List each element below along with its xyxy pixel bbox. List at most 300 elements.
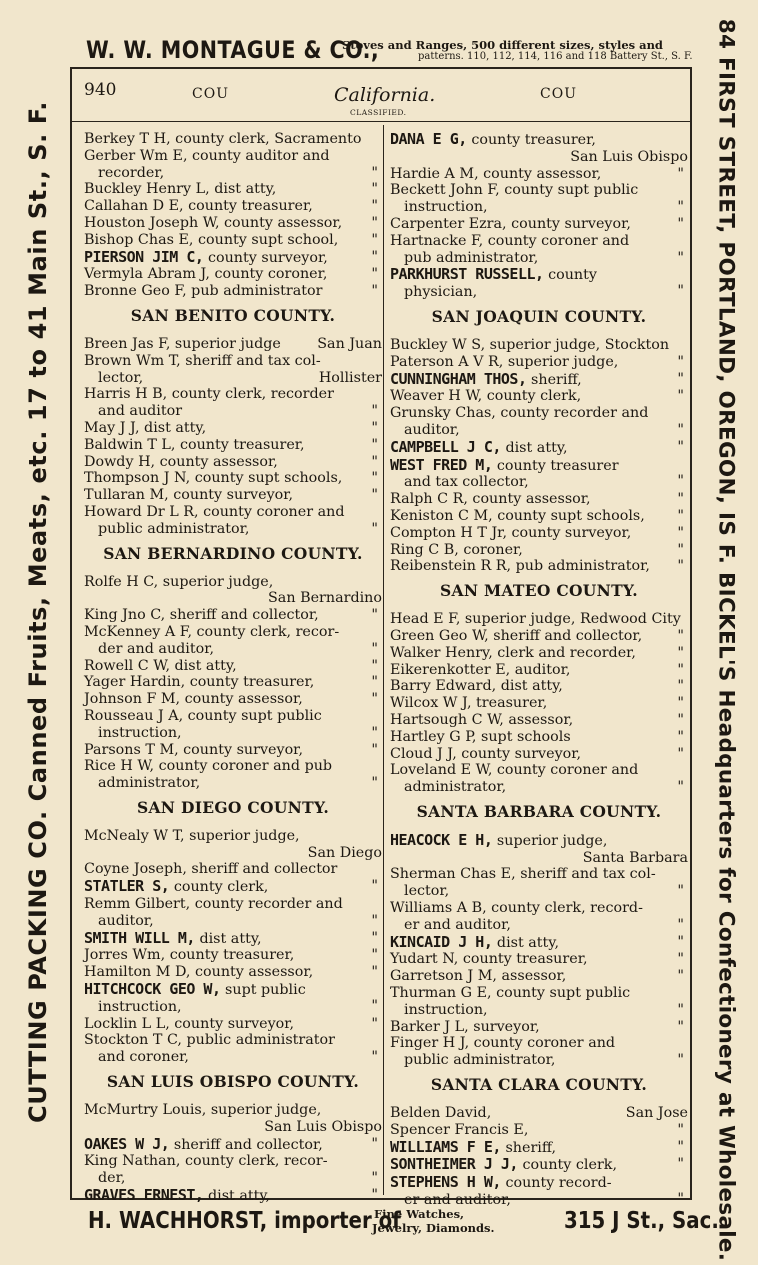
directory-entry xyxy=(390,866,688,900)
ditto-mark: " xyxy=(677,644,684,661)
directory-entry xyxy=(84,386,382,420)
entry-text xyxy=(390,1156,688,1174)
entry-continuation: er and auditor, xyxy=(404,1192,511,1209)
ditto-mark: " xyxy=(371,997,378,1014)
entry-description: county xyxy=(543,267,597,284)
directory-entry xyxy=(390,900,688,934)
ditto-mark: " xyxy=(371,1015,378,1032)
entry-text: Spencer Francis E, xyxy=(390,1121,529,1138)
entry-text: Bronne Geo F, pub administrator xyxy=(84,283,323,300)
ditto-mark: " xyxy=(371,283,378,300)
advertisement-goods: Fine Watches, xyxy=(374,1207,465,1221)
directory-entry xyxy=(84,215,382,232)
entry-continuation: auditor, xyxy=(404,421,460,438)
entry-text xyxy=(84,249,382,267)
ditto-mark: " xyxy=(371,775,378,792)
entry-text: Walker Henry, clerk and recorder, xyxy=(390,644,636,661)
entry-text xyxy=(390,1174,688,1192)
entry-continuation: der and auditor, xyxy=(98,640,215,657)
directory-entry xyxy=(84,981,382,1016)
directory-entry xyxy=(84,504,382,538)
ditto-mark: " xyxy=(371,657,378,674)
ditto-mark: " xyxy=(371,453,378,470)
directory-entry xyxy=(84,148,382,182)
directory-entry xyxy=(84,232,382,249)
ditto-mark: " xyxy=(677,916,684,933)
entry-place: San Bernardino xyxy=(268,590,382,607)
entry-text: Eikerenkotter E, auditor, xyxy=(390,661,571,678)
entry-text: Dowdy H, county assessor, xyxy=(84,453,278,470)
directory-entry xyxy=(84,336,382,353)
entry-text: Paterson A V R, superior judge, xyxy=(390,353,619,370)
entry-text: Coyne Joseph, sheriff and collector xyxy=(84,861,338,878)
ditto-mark: " xyxy=(371,419,378,436)
entry-text xyxy=(390,439,688,457)
directory-entry xyxy=(84,131,382,148)
entry-text: Carpenter Ezra, county surveyor, xyxy=(390,215,631,232)
ditto-mark: " xyxy=(371,470,378,487)
entry-text: Hartley G P, supt schools xyxy=(390,728,571,745)
county-heading: SAN LUIS OBISPO COUNTY. xyxy=(106,1072,360,1092)
entry-name: CUNNINGHAM THOS, xyxy=(390,369,527,388)
ditto-mark: " xyxy=(677,933,684,950)
entry-name: PARKHURST RUSSELL, xyxy=(390,265,544,284)
entry-text: Wilcox W J, treasurer, xyxy=(390,695,548,712)
entry-text: Stockton T C, public administrator xyxy=(84,1032,335,1049)
keyword-right: COU xyxy=(540,86,577,102)
ditto-mark: " xyxy=(677,388,684,405)
ditto-mark: " xyxy=(677,524,684,541)
directory-entry xyxy=(84,742,382,759)
ditto-mark: " xyxy=(677,541,684,558)
entry-description: county surveyor, xyxy=(203,249,328,266)
ditto-mark: " xyxy=(371,164,378,181)
county-heading: SANTA CLARA COUNTY. xyxy=(430,1075,648,1095)
advertisement-goods: Jewelry, Diamonds. xyxy=(372,1221,495,1235)
entry-description: dist atty, xyxy=(500,439,568,456)
entry-continuation: and coroner, xyxy=(98,1049,189,1066)
directory-entry xyxy=(390,1174,688,1209)
ditto-mark: " xyxy=(677,678,684,695)
entry-text: Remm Gilbert, county recorder and xyxy=(84,896,343,913)
entry-text: Buckley W S, superior judge, Stockton xyxy=(390,336,670,353)
ditto-mark: " xyxy=(677,661,684,678)
ditto-mark: " xyxy=(677,728,684,745)
entry-description: dist atty, xyxy=(203,1188,271,1205)
page-subtitle: CLASSIFIED. xyxy=(350,108,407,117)
entry-name: DANA E G, xyxy=(390,130,467,148)
ditto-mark: " xyxy=(677,353,684,370)
ditto-mark: " xyxy=(677,507,684,524)
entry-name: CAMPBELL J C, xyxy=(390,437,501,456)
ditto-mark: " xyxy=(677,1018,684,1035)
entry-text xyxy=(84,1187,382,1205)
entry-place: San Jose xyxy=(625,1105,688,1122)
ditto-mark: " xyxy=(677,421,684,438)
directory-entry xyxy=(84,674,382,691)
entry-continuation: der, xyxy=(98,1170,126,1187)
entry-text: Rice H W, county coroner and pub xyxy=(84,758,333,775)
entry-text: Yudart N, county treasurer, xyxy=(390,951,588,968)
entry-text: Baldwin T L, county treasurer, xyxy=(84,436,305,453)
directory-entry xyxy=(390,934,688,952)
ditto-mark: " xyxy=(371,487,378,504)
entry-place: San Diego xyxy=(307,844,382,861)
ditto-mark: " xyxy=(677,1156,684,1173)
ditto-mark: " xyxy=(371,248,378,265)
ditto-mark: " xyxy=(677,283,684,300)
directory-entry xyxy=(390,985,688,1019)
directory-entry xyxy=(390,695,688,712)
directory-entry xyxy=(84,878,382,896)
directory-entry xyxy=(390,354,688,371)
entry-description: dist atty, xyxy=(492,934,560,951)
directory-entry xyxy=(390,508,688,525)
directory-entry xyxy=(84,470,382,487)
entry-name: PIERSON JIM C, xyxy=(84,247,204,266)
entry-continuation: public administrator, xyxy=(404,1052,556,1069)
entry-continuation: instruction, xyxy=(404,199,488,216)
directory-entry xyxy=(390,525,688,542)
left-margin-text: CUTTING PACKING CO. Canned Fruits, Meats, etc. 17 to 41 Main St., S. F. xyxy=(24,101,52,1123)
ditto-mark: " xyxy=(371,1049,378,1066)
ditto-mark: " xyxy=(677,165,684,182)
ditto-mark: " xyxy=(677,951,684,968)
entry-text: Ralph C R, county assessor, xyxy=(390,491,591,508)
directory-entry xyxy=(390,233,688,267)
directory-entry xyxy=(84,947,382,964)
entry-text: Belden David, xyxy=(390,1105,492,1122)
advertiser-name: W. W. MONTAGUE & CO., xyxy=(86,36,380,64)
directory-entry xyxy=(390,1156,688,1174)
ditto-mark: " xyxy=(677,491,684,508)
entry-text: Barry Edward, dist atty, xyxy=(390,678,563,695)
entry-text: Grunsky Chas, county recorder and xyxy=(390,405,649,422)
directory-entry xyxy=(84,930,382,948)
entry-continuation: lector, xyxy=(404,883,450,900)
entry-text: Houston Joseph W, county assessor, xyxy=(84,214,343,231)
entry-text: King Jno C, sheriff and collector, xyxy=(84,607,319,624)
entry-name: OAKES W J, xyxy=(84,1134,170,1153)
directory-entry xyxy=(390,1035,688,1069)
ditto-mark: " xyxy=(371,674,378,691)
entry-continuation: instruction, xyxy=(98,998,182,1015)
ditto-mark: " xyxy=(677,883,684,900)
ditto-mark: " xyxy=(677,1138,684,1155)
directory-entry xyxy=(390,266,688,301)
entry-text: Jorres Wm, county treasurer, xyxy=(84,947,295,964)
entry-text xyxy=(390,457,688,475)
directory-entry xyxy=(390,388,688,405)
ditto-mark: " xyxy=(371,436,378,453)
entry-text xyxy=(390,371,688,389)
county-heading: SAN DIEGO COUNTY. xyxy=(136,797,330,817)
directory-entry xyxy=(84,487,382,504)
directory-entry xyxy=(390,628,688,645)
entry-continuation: pub administrator, xyxy=(404,249,539,266)
entry-name: STATLER S, xyxy=(84,877,170,896)
entry-text: McMurtry Louis, superior judge, xyxy=(84,1102,322,1119)
entry-place: San Luis Obispo xyxy=(264,1118,382,1135)
entry-continuation: and auditor xyxy=(98,403,183,420)
entry-description: sheriff, xyxy=(500,1139,557,1156)
directory-entry xyxy=(84,964,382,981)
ditto-mark: " xyxy=(371,691,378,708)
directory-entry xyxy=(390,131,688,166)
ditto-mark: " xyxy=(677,473,684,490)
directory-entry xyxy=(390,662,688,679)
directory-entry xyxy=(390,1105,688,1122)
ditto-mark: " xyxy=(371,520,378,537)
ditto-mark: " xyxy=(677,215,684,232)
entry-name: SONTHEIMER J J, xyxy=(390,1155,518,1174)
ditto-mark: " xyxy=(677,249,684,266)
entry-text: Bishop Chas E, county supt school, xyxy=(84,231,339,248)
header-rule xyxy=(72,121,690,122)
entry-text: Hartsough C W, assessor, xyxy=(390,711,574,728)
entry-text xyxy=(390,131,688,149)
directory-entry xyxy=(390,216,688,233)
ditto-mark: " xyxy=(371,1187,378,1204)
right-margin-advertisement xyxy=(694,0,758,1265)
entry-place: Hollister xyxy=(318,369,382,386)
entry-name: KINCAID J H, xyxy=(390,932,493,951)
entry-name: GRAVES ERNEST, xyxy=(84,1186,204,1205)
ditto-mark: " xyxy=(677,370,684,387)
directory-entry xyxy=(84,437,382,454)
ditto-mark: " xyxy=(371,964,378,981)
directory-entry xyxy=(84,420,382,437)
directory-entry xyxy=(390,491,688,508)
directory-entry xyxy=(84,607,382,624)
entry-text: May J J, dist atty, xyxy=(84,419,207,436)
ditto-mark: " xyxy=(677,779,684,796)
directory-entry xyxy=(390,405,688,439)
right-column xyxy=(390,131,688,1209)
ditto-mark: " xyxy=(677,695,684,712)
ditto-mark: " xyxy=(371,607,378,624)
ditto-mark: " xyxy=(677,745,684,762)
ditto-mark: " xyxy=(677,1191,684,1208)
keyword-left: COU xyxy=(192,86,229,102)
ditto-mark: " xyxy=(371,741,378,758)
entry-text: Compton H T Jr, county surveyor, xyxy=(390,524,632,541)
entry-description: sheriff and collector, xyxy=(169,1136,323,1153)
entry-continuation: er and auditor, xyxy=(404,916,511,933)
entry-text: Hardie A M, county assessor, xyxy=(390,165,602,182)
entry-continuation: administrator, xyxy=(404,779,507,796)
entry-text: Keniston C M, county supt schools, xyxy=(390,507,645,524)
advertisement-tagline: Stoves and Ranges, 500 different sizes, styles and xyxy=(342,38,663,52)
entry-text: Hamilton M D, county assessor, xyxy=(84,964,314,981)
ditto-mark: " xyxy=(371,929,378,946)
entry-text: Gerber Wm E, county auditor and xyxy=(84,147,330,164)
entry-description: county clerk, xyxy=(517,1157,617,1174)
directory-entry xyxy=(84,828,382,862)
directory-entry xyxy=(84,1136,382,1154)
ditto-mark: " xyxy=(677,1121,684,1138)
page-number: 940 xyxy=(84,80,117,100)
directory-entry xyxy=(84,658,382,675)
entry-text: King Nathan, county clerk, recor- xyxy=(84,1153,328,1170)
entry-text: Locklin L L, county surveyor, xyxy=(84,1015,295,1032)
county-heading: SAN BERNARDINO COUNTY. xyxy=(103,543,363,563)
entry-place: Santa Barbara xyxy=(582,849,688,866)
ditto-mark: " xyxy=(677,1052,684,1069)
directory-entry xyxy=(390,166,688,183)
entry-text: Rousseau J A, county supt public xyxy=(84,707,322,724)
ditto-mark: " xyxy=(371,878,378,895)
entry-continuation: instruction, xyxy=(404,1001,488,1018)
entry-text: Callahan D E, county treasurer, xyxy=(84,198,313,215)
ditto-mark: " xyxy=(677,438,684,455)
county-heading: SAN MATEO COUNTY. xyxy=(440,581,638,601)
directory-entry xyxy=(390,337,688,354)
entry-text: Weaver H W, county clerk, xyxy=(390,388,582,405)
entry-text: Garretson J M, assessor, xyxy=(390,968,567,985)
county-heading: SANTA BARBARA COUNTY. xyxy=(416,801,662,821)
directory-entry xyxy=(84,454,382,471)
directory-entry xyxy=(390,371,688,389)
entry-text: Buckley Henry L, dist atty, xyxy=(84,181,277,198)
page-header xyxy=(84,80,684,120)
entry-text xyxy=(390,934,688,952)
entry-text xyxy=(390,832,688,850)
directory-entry xyxy=(390,678,688,695)
column-divider xyxy=(383,125,384,1195)
entry-text: Harris H B, county clerk, recorder xyxy=(84,386,334,403)
directory-entry xyxy=(390,1019,688,1036)
entry-description: dist atty, xyxy=(194,930,262,947)
advertisement-address: patterns. 110, 112, 114, 116 and 118 Battery St., S. F. xyxy=(418,51,693,62)
directory-entry xyxy=(84,249,382,267)
directory-entry xyxy=(84,1032,382,1066)
entry-name: WEST FRED M, xyxy=(390,455,493,474)
entry-text: Finger H J, county coroner and xyxy=(390,1035,616,1052)
entry-continuation: public administrator, xyxy=(98,520,250,537)
entry-text xyxy=(84,878,382,896)
directory-entry xyxy=(390,542,688,559)
entry-continuation: auditor, xyxy=(98,912,154,929)
entry-text: Berkey T H, county clerk, Sacramento xyxy=(84,131,362,147)
directory-entry xyxy=(84,1102,382,1136)
bottom-advertisement xyxy=(88,1207,719,1248)
ditto-mark: " xyxy=(371,1170,378,1187)
directory-entry xyxy=(84,266,382,283)
directory-entry xyxy=(390,457,688,492)
entry-text: Head E F, superior judge, Redwood City xyxy=(390,611,681,628)
directory-entry xyxy=(390,1122,688,1139)
advertisement-address: 315 J St., Sac. xyxy=(564,1208,719,1234)
entry-text: Vermyla Abram J, county coroner, xyxy=(84,266,328,283)
directory-entry xyxy=(84,1187,382,1205)
entry-description: supt public xyxy=(220,982,306,999)
entry-name: WILLIAMS F E, xyxy=(390,1137,501,1156)
ditto-mark: " xyxy=(371,231,378,248)
directory-entry xyxy=(84,896,382,930)
right-margin-text: 84 FIRST STREET, PORTLAND, OREGON, IS F. BICKEL'S Headquarters for Confectionery at Wholesale. xyxy=(713,18,739,1262)
entry-continuation: instruction, xyxy=(98,724,182,741)
ditto-mark: " xyxy=(371,1135,378,1152)
ditto-mark: " xyxy=(677,627,684,644)
left-margin-advertisement xyxy=(0,0,70,1265)
entry-text: Tullaran M, county surveyor, xyxy=(84,487,294,504)
directory-entry xyxy=(84,1016,382,1033)
advertiser-name: H. WACHHORST, importer of xyxy=(88,1208,401,1234)
entry-name: SMITH WILL M, xyxy=(84,928,195,947)
entry-text: Rowell C W, dist atty, xyxy=(84,657,237,674)
ditto-mark: " xyxy=(371,198,378,215)
ditto-mark: " xyxy=(677,968,684,985)
entry-text: Rolfe H C, superior judge, xyxy=(84,573,274,590)
directory-entry xyxy=(390,182,688,216)
directory-entry xyxy=(84,283,382,300)
ditto-mark: " xyxy=(371,912,378,929)
directory-entry xyxy=(390,1139,688,1157)
entry-text: Howard Dr L R, county coroner and xyxy=(84,503,345,520)
entry-text: Yager Hardin, county treasurer, xyxy=(84,674,315,691)
entry-description: county treasurer, xyxy=(466,132,596,148)
entry-description: superior judge, xyxy=(492,832,608,849)
directory-entry xyxy=(390,951,688,968)
entry-continuation: lector, xyxy=(98,369,144,386)
entry-text: Reibenstein R R, pub administrator, xyxy=(390,558,650,575)
entry-text: Beckett John F, county supt public xyxy=(390,182,639,199)
ditto-mark: " xyxy=(677,199,684,216)
entry-continuation: physician, xyxy=(404,284,478,301)
entry-text: Loveland E W, county coroner and xyxy=(390,762,639,779)
entry-text xyxy=(390,1139,688,1157)
entry-text xyxy=(84,1136,382,1154)
county-heading: SAN BENITO COUNTY. xyxy=(130,305,336,325)
entry-text xyxy=(390,266,688,284)
left-column xyxy=(84,131,382,1205)
directory-entry xyxy=(390,611,688,628)
ditto-mark: " xyxy=(677,558,684,575)
county-heading: SAN JOAQUIN COUNTY. xyxy=(431,306,647,326)
ditto-mark: " xyxy=(371,181,378,198)
entry-continuation: recorder, xyxy=(98,164,165,181)
entry-text: Breen Jas F, superior judge xyxy=(84,335,281,352)
ditto-mark: " xyxy=(371,947,378,964)
entry-name: HEACOCK E H, xyxy=(390,830,493,849)
entry-text xyxy=(84,930,382,948)
directory-entry xyxy=(84,758,382,792)
entry-text: Thompson J N, county supt schools, xyxy=(84,470,343,487)
directory-entry xyxy=(84,708,382,742)
entry-text: Cloud J J, county surveyor, xyxy=(390,745,582,762)
directory-entry xyxy=(390,968,688,985)
directory-entry xyxy=(390,762,688,796)
directory-entry xyxy=(84,181,382,198)
entry-continuation: administrator, xyxy=(98,775,201,792)
entry-description: county treasurer xyxy=(492,457,619,474)
entry-name: STEPHENS H W, xyxy=(390,1173,501,1192)
entry-text: Parsons T M, county surveyor, xyxy=(84,741,303,758)
directory-entry xyxy=(84,574,382,608)
directory-entry xyxy=(390,645,688,662)
entry-text: Barker J L, surveyor, xyxy=(390,1018,540,1035)
ditto-mark: " xyxy=(371,266,378,283)
entry-continuation: and tax collector, xyxy=(404,474,529,491)
entry-place: San Luis Obispo xyxy=(570,148,688,165)
ditto-mark: " xyxy=(371,403,378,420)
entry-description: sheriff, xyxy=(526,371,582,388)
directory-entry xyxy=(84,691,382,708)
entry-text: McKenney A F, county clerk, recor- xyxy=(84,623,340,640)
directory-entry xyxy=(84,1153,382,1187)
directory-entry xyxy=(84,624,382,658)
